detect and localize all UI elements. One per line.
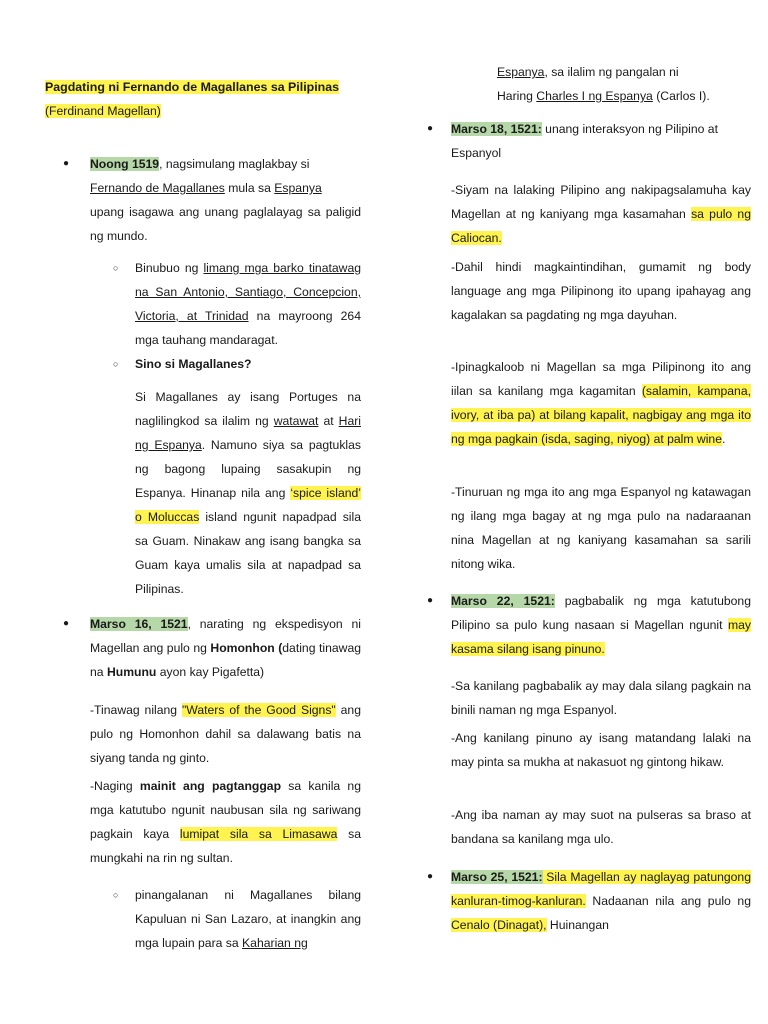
sino-paragraph: Si Magallanes ay isang Portuges na naglilingkod sa ilalim ng watawat at Hari ng Espanya. Namuno siya sa pagtuklas ng bagong lupaing sasakupin ng Espanya. Hinanap nila ang ‘spice island’ o Moluccas island ngunit napadpad sila sa Guam. Ninakaw ang isang bangka sa Guam kaya umalis sila at napadpad sa Pilipinas. bbox=[135, 390, 362, 596]
paragraph-pinuno: -Ang kanilang pinuno ay isang matandang lalaki na may pinta sa mukha at nakasuot ng gintong hikaw. bbox=[451, 731, 751, 769]
paragraph-ang-iba: -Ang iba naman ay may suot na pulseras sa braso at bandana sa kanilang mga ulo. bbox=[451, 808, 751, 846]
date-highlight: Marso 18, 1521: bbox=[451, 122, 542, 136]
circle-bullet-icon: ○ bbox=[113, 263, 119, 273]
paragraph-1519-line2: Fernando de Magallanes mula sa Espanya bbox=[90, 181, 322, 195]
paragraph-marso-18: Marso 18, 1521: unang interaksyon ng Pilipino at Espanyol bbox=[451, 122, 718, 160]
page-subtitle bbox=[45, 99, 361, 123]
circle-bullet-icon: ○ bbox=[113, 890, 119, 900]
circle-bullet-icon: ○ bbox=[113, 359, 119, 369]
paragraph-marso-22: Marso 22, 1521: pagbabalik ng mga katutubong Pilipino sa pulo kung nasaan si Magellan ngunit may kasama silang isang pinuno. bbox=[451, 594, 751, 656]
paragraph-tinuruan: -Tinuruan ng mga ito ang mga Espanyol ng katawagan ng ilang mga bagay at ng mga pulo na nadaraanan nina Magellan at ng kaniyang kasamahan sa sarili nitong wika. bbox=[451, 485, 751, 571]
continued-line-2: Haring Charles I ng Espanya (Carlos I). bbox=[497, 89, 710, 103]
date-highlight: Marso 16, 1521 bbox=[90, 617, 188, 631]
paragraph-siyam: -Siyam na lalaking Pilipino ang nakipagsalamuha kay Magellan at ng kaniyang mga kasamahan sa pulo ng Caliocan. bbox=[451, 183, 751, 245]
bullet-icon: ● bbox=[427, 595, 434, 606]
ships-paragraph: Binubuo ng limang mga barko tinatawag na San Antonio, Santiago, Concepcion, Victoria, at Trinidad na mayroong 264 mga tauhang mandaragat. bbox=[135, 261, 361, 347]
paragraph-marso-16: Marso 16, 1521, narating ng ekspedisyon ni Magellan ang pulo ng Homonhon (dating tinawag na Humunu ayon kay Pigafetta) bbox=[90, 617, 361, 679]
date-highlight: Marso 25, 1521: bbox=[451, 870, 543, 884]
continued-line-1: Espanya, sa ilalim ng pangalan ni bbox=[497, 65, 679, 79]
subtitle-text: (Ferdinand Magellan) bbox=[45, 104, 161, 118]
paragraph-ipinagkaloob: -Ipinagkaloob ni Magellan sa mga Pilipinong ito ang iilan sa kanilang mga kagamitan (salamin, kampana, ivory, at iba pa) at bilang kapalit, nagbigay ang mga ito ng mga pagkain (isda, saging, niyog) at palm wine. bbox=[451, 360, 751, 446]
paragraph-marso-25: Marso 25, 1521: Sila Magellan ay naglayag patungong kanluran-timog-kanluran. Nadaanan nila ang pulo ng Cenalo (Dinagat), Huinangan bbox=[451, 870, 751, 932]
paragraph-mainit: -Naging mainit ang pagtanggap sa kanila ng mga katutubo ngunit naubusan sila ng sariwang pagkain kaya lumipat sila sa Limasawa sa mungkahi na rin ng sultan. bbox=[90, 779, 361, 865]
lazaro-paragraph: pinangalanan ni Magallanes bilang Kapuluan ni San Lazaro, at inangkin ang mga lupain para sa Kaharian ng bbox=[135, 888, 361, 950]
espanya-link: Espanya bbox=[274, 181, 322, 195]
paragraph-waters: -Tinawag nilang "Waters of the Good Signs" ang pulo ng Homonhon dahil sa dalawang batis na siyang tanda ng ginto. bbox=[90, 703, 361, 765]
date-highlight: Marso 22, 1521: bbox=[451, 594, 555, 608]
paragraph-1519-rest: upang isagawa ang unang paglalayag sa paligid ng mundo. bbox=[90, 205, 361, 243]
magellan-name-link: Fernando de Magallanes bbox=[90, 181, 225, 195]
bullet-icon: ● bbox=[63, 618, 70, 629]
paragraph-sa-kanilang: -Sa kanilang pagbabalik ay may dala silang pagkain na binili naman ng mga Espanyol. bbox=[451, 679, 751, 717]
sino-heading: Sino si Magallanes? bbox=[135, 357, 252, 371]
page-title bbox=[45, 75, 361, 99]
bullet-icon: ● bbox=[63, 158, 70, 169]
bullet-icon: ● bbox=[427, 123, 434, 134]
paragraph-1519: Noong 1519, nagsimulang maglakbay si bbox=[90, 157, 310, 171]
date-highlight: Noong 1519 bbox=[90, 157, 160, 171]
paragraph-dahil: -Dahil hindi magkaintindihan, gumamit ng body language ang mga Pilipinong ito upang ipahayag ang kagalakan sa pagdating ng mga dayuhan. bbox=[451, 260, 751, 322]
bullet-icon: ● bbox=[427, 871, 434, 882]
title-text: Pagdating ni Fernando de Magallanes sa Pilipinas bbox=[45, 80, 339, 94]
